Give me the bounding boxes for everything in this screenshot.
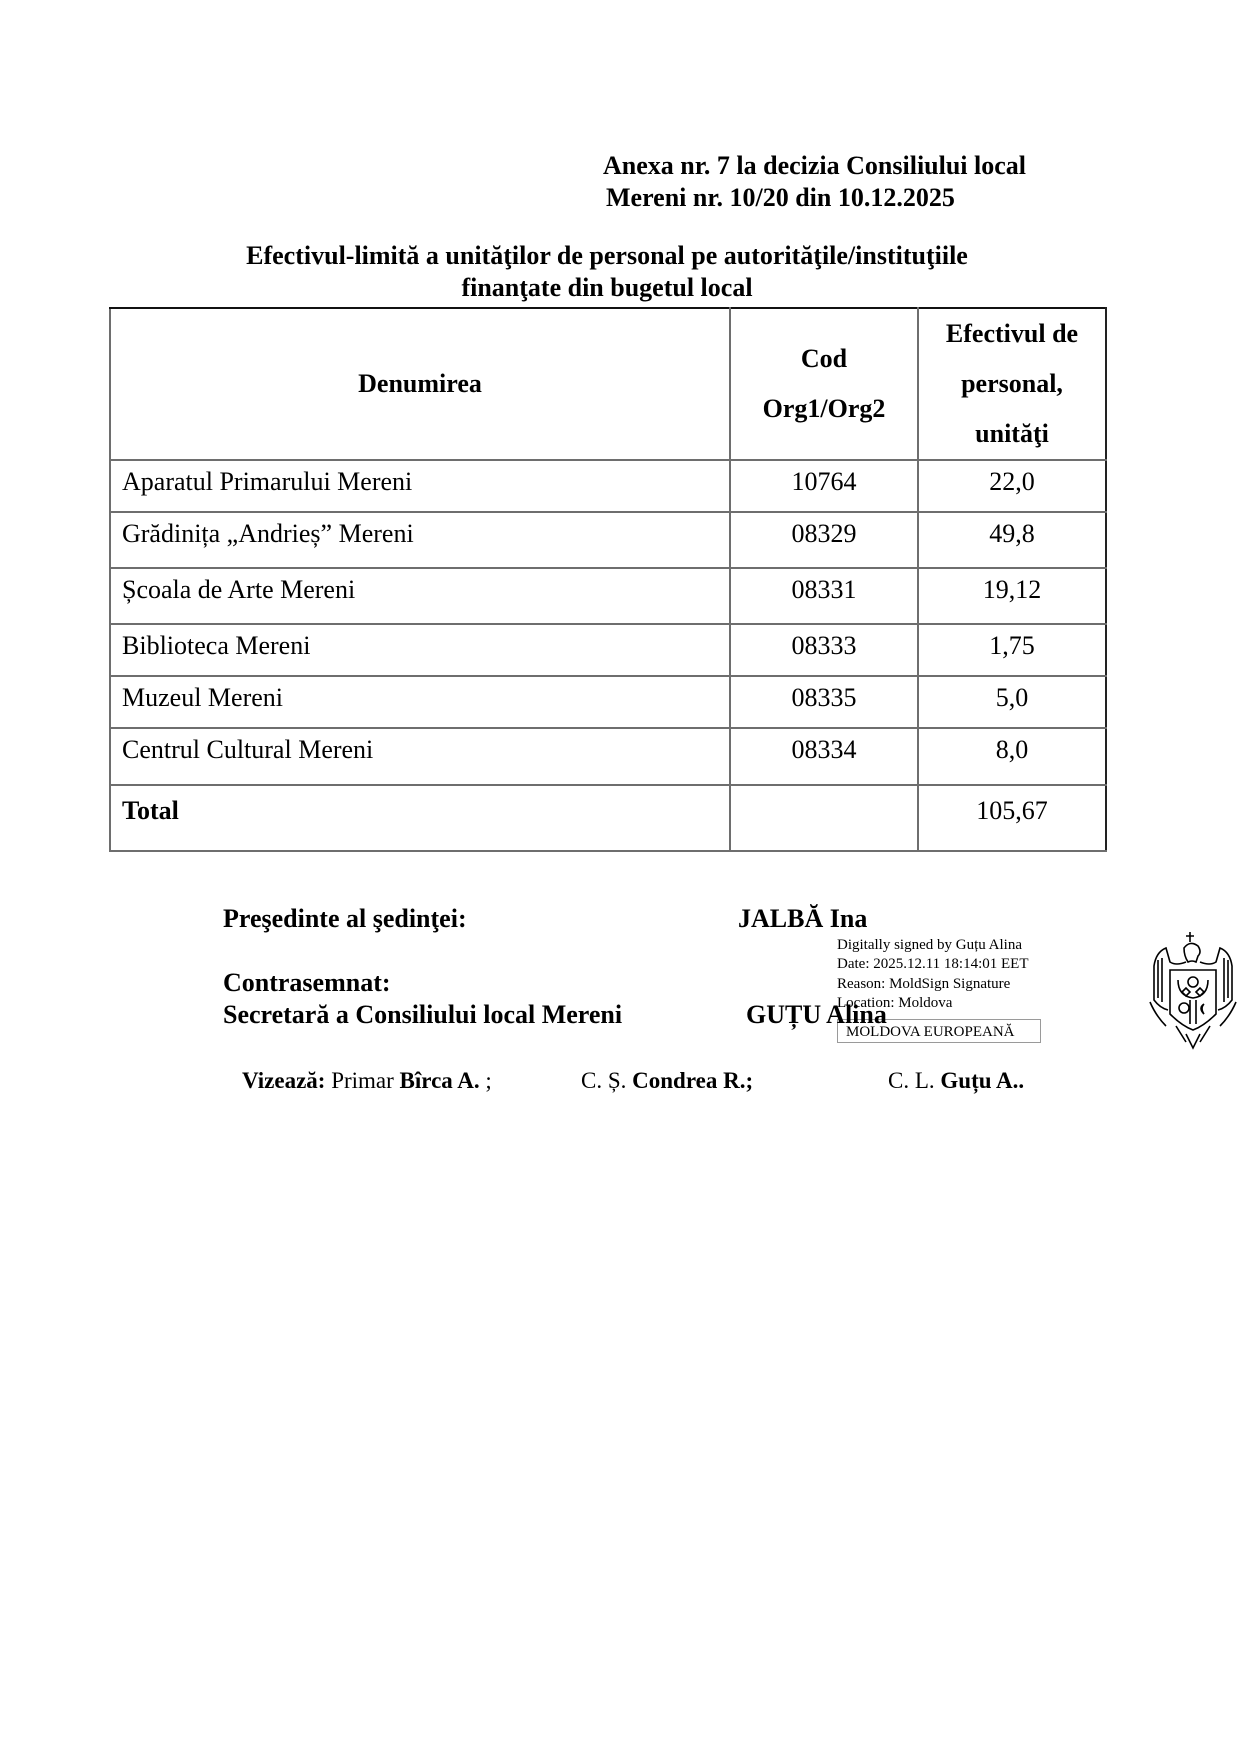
vizeaza-cs-role: C. Ș. bbox=[581, 1068, 627, 1093]
row-name: Centrul Cultural Mereni bbox=[110, 728, 730, 785]
row-staff: 1,75 bbox=[918, 624, 1106, 676]
header-staff-line-2: personal, bbox=[961, 369, 1063, 398]
total-code bbox=[730, 785, 918, 851]
row-name: Biblioteca Mereni bbox=[110, 624, 730, 676]
vizeaza-primar-role: Primar bbox=[331, 1068, 394, 1093]
header-code-line-2: Org1/Org2 bbox=[762, 394, 886, 423]
row-staff: 5,0 bbox=[918, 676, 1106, 728]
table-row bbox=[110, 728, 1106, 785]
header-code bbox=[730, 308, 918, 460]
table-row bbox=[110, 512, 1106, 568]
table-row bbox=[110, 568, 1106, 624]
document-title-line-2: finanţate din bugetul local bbox=[461, 273, 753, 302]
header-code-line-1: Cod bbox=[800, 344, 848, 373]
vizeaza-cl-role: C. L. bbox=[888, 1068, 935, 1093]
vizeaza-primar bbox=[242, 1068, 492, 1094]
moldova-europeana-badge: MOLDOVA EUROPEANĂ bbox=[837, 1019, 1041, 1043]
digital-signature-reason: Reason: MoldSign Signature bbox=[837, 976, 1011, 992]
countersigned-label: Contrasemnat: bbox=[223, 968, 391, 997]
moldova-coat-of-arms-icon bbox=[1146, 930, 1240, 1050]
total-label: Total bbox=[110, 785, 730, 851]
header-staff bbox=[918, 308, 1106, 460]
row-staff: 8,0 bbox=[918, 728, 1106, 785]
vizeaza-cs bbox=[581, 1068, 753, 1094]
row-code: 08331 bbox=[730, 568, 918, 624]
row-code: 08334 bbox=[730, 728, 918, 785]
row-staff: 49,8 bbox=[918, 512, 1106, 568]
header-staff-line-3: unităţi bbox=[975, 419, 1049, 448]
total-staff: 105,67 bbox=[918, 785, 1106, 851]
header-staff-line-1: Efectivul de bbox=[945, 319, 1079, 348]
secretary-label: Secretară a Consiliului local Mereni bbox=[223, 1000, 623, 1029]
row-name: Aparatul Primarului Mereni bbox=[110, 460, 730, 512]
vizeaza-label: Vizează: bbox=[242, 1068, 326, 1093]
row-name: Muzeul Mereni bbox=[110, 676, 730, 728]
header-name-label: Denumirea bbox=[358, 369, 482, 398]
vizeaza-cl-name: Guțu A.. bbox=[940, 1068, 1025, 1093]
row-code: 08333 bbox=[730, 624, 918, 676]
vizeaza-cl bbox=[888, 1068, 1024, 1094]
president-label: Preşedinte al şedinţei: bbox=[223, 904, 467, 933]
table-header-row bbox=[110, 308, 1106, 460]
annex-line-2: Mereni nr. 10/20 din 10.12.2025 bbox=[606, 183, 955, 212]
president-name: JALBĂ Ina bbox=[738, 904, 868, 933]
staff-limit-table bbox=[109, 307, 1107, 852]
digital-signature-date: Date: 2025.12.11 18:14:01 EET bbox=[837, 956, 1029, 972]
annex-line-1: Anexa nr. 7 la decizia Consiliului local bbox=[603, 151, 1027, 180]
table-row bbox=[110, 624, 1106, 676]
secretary-name: GUȚU Alina bbox=[746, 1000, 887, 1029]
row-code: 08335 bbox=[730, 676, 918, 728]
row-code: 08329 bbox=[730, 512, 918, 568]
row-staff: 19,12 bbox=[918, 568, 1106, 624]
document-title-line-1: Efectivul-limită a unităţilor de personal pe autorităţile/instituţiile bbox=[246, 241, 968, 270]
digital-signature-signed-by: Digitally signed by Guțu Alina bbox=[837, 937, 1022, 953]
header-name bbox=[110, 308, 730, 460]
digital-signature-location: Location: Moldova bbox=[837, 995, 953, 1011]
vizeaza-primar-sep: ; bbox=[479, 1068, 492, 1093]
table-row bbox=[110, 676, 1106, 728]
row-name: Grădinița „Andrieș” Mereni bbox=[110, 512, 730, 568]
table-total-row bbox=[110, 785, 1106, 851]
vizeaza-primar-name: Bîrca A. bbox=[399, 1068, 480, 1093]
vizeaza-cs-name: Condrea R.; bbox=[632, 1068, 754, 1093]
table-row bbox=[110, 460, 1106, 512]
row-staff: 22,0 bbox=[918, 460, 1106, 512]
row-name: Școala de Arte Mereni bbox=[110, 568, 730, 624]
row-code: 10764 bbox=[730, 460, 918, 512]
